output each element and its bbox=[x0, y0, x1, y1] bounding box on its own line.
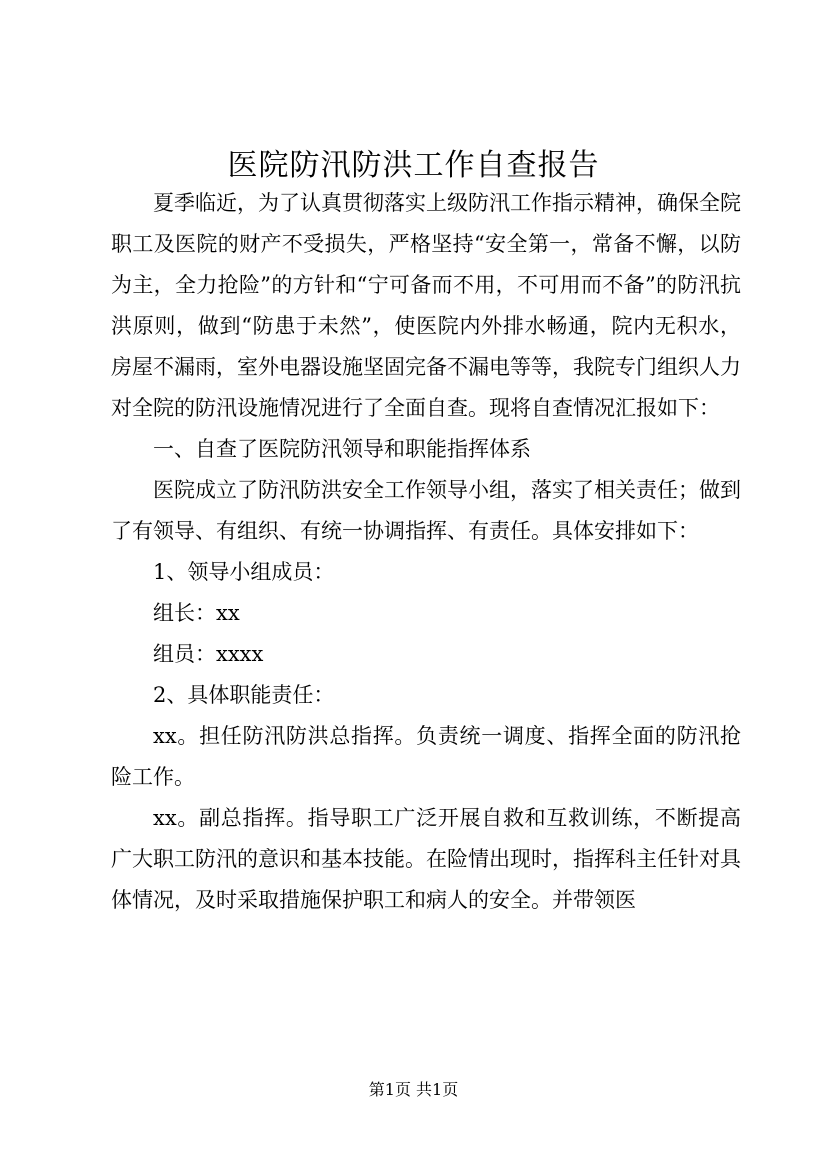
list-item-team-members: 组员：xxxx bbox=[153, 642, 264, 666]
section-heading-1: 一、自查了医院防汛领导和职能指挥体系 bbox=[153, 437, 531, 461]
list-item-responsibilities: 2、具体职能责任： bbox=[153, 683, 335, 707]
list-item-team-leader: 组长：xx bbox=[153, 601, 240, 625]
paragraph-deputy-commander: xx。副总指挥。指导职工广泛开展自救和互救训练，不断提高广大职工防汛的意识和基本技能。在险情出现时，指挥科主任针对具体情况，及时采取措施保护职工和病人的安全。并带领医 bbox=[111, 806, 741, 912]
paragraph-team-setup: 医院成立了防汛防洪安全工作领导小组，落实了相关责任；做到了有领导、有组织、有统一协调指挥、有责任。具体安排如下： bbox=[111, 478, 741, 543]
document-title: 医院防汛防洪工作自查报告 bbox=[227, 148, 600, 183]
paragraph-intro: 夏季临近，为了认真贯彻落实上级防汛工作指示精神，确保全院职工及医院的财产不受损失，严格坚持“安全第一，常备不懈，以防为主，全力抢险”的方针和“宁可备而不用，不可用而不备”的防汛抗洪原则，做到“防患于未然”，使医院内外排水畅通，院内无积水，房屋不漏雨，室外电器设施坚固完备不漏电等等，我院专门组织人力对全院的防汛设施情况进行了全面自查。现将自查情况汇报如下： bbox=[111, 191, 741, 420]
document-body bbox=[111, 183, 741, 921]
list-item-leaders: 1、领导小组成员： bbox=[153, 560, 335, 584]
paragraph-commander: xx。担任防汛防洪总指挥。负责统一调度、指挥全面的防汛抢险工作。 bbox=[111, 724, 741, 789]
page-footer: 第1页 共1页 bbox=[368, 1080, 459, 1099]
